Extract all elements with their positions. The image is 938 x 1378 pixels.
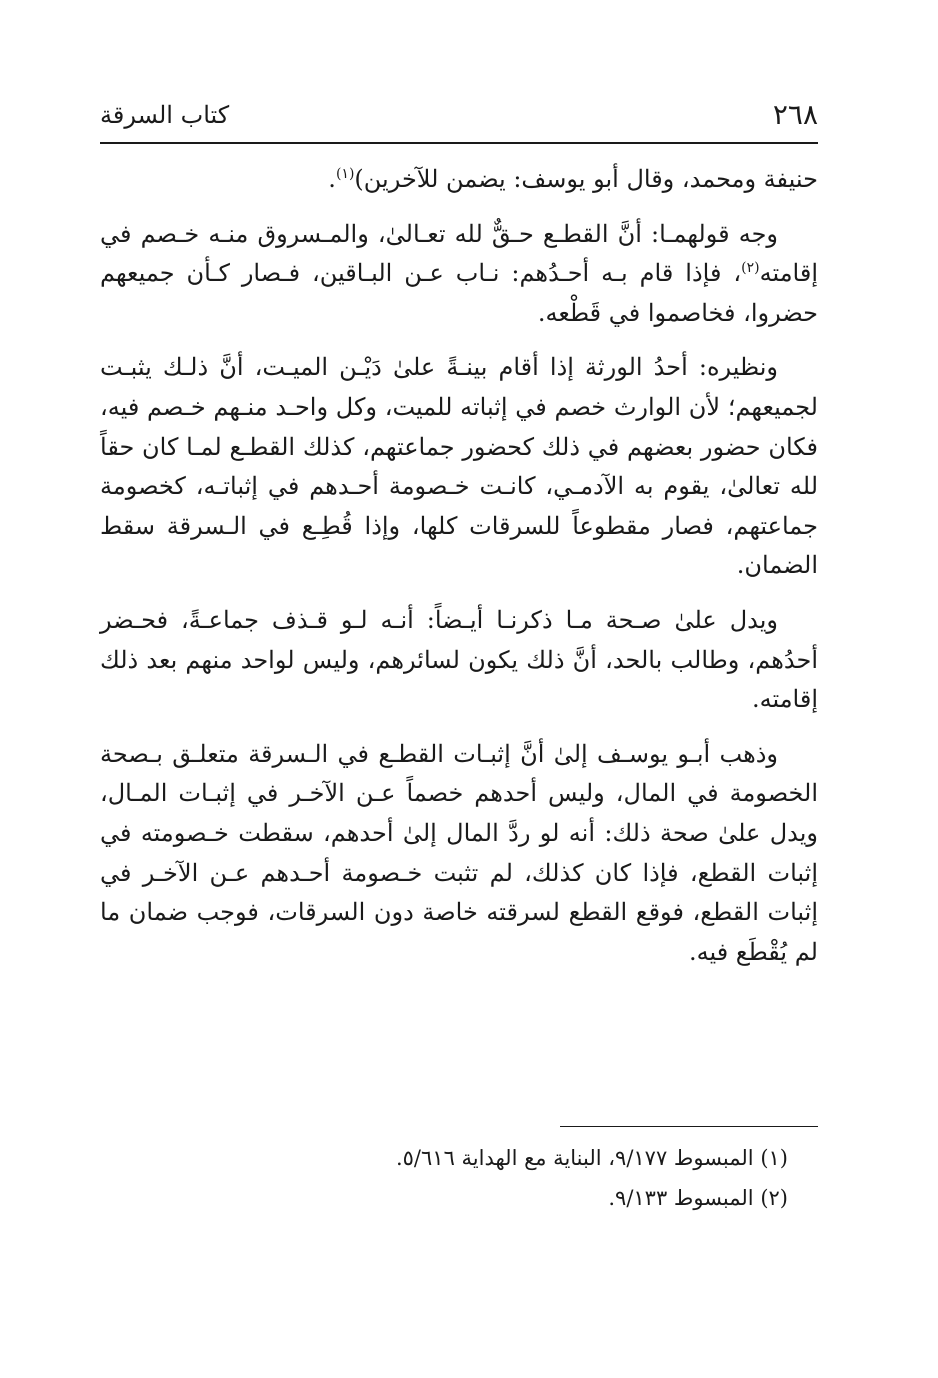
footnote-rule: [560, 1126, 818, 1127]
footnotes: [100, 1140, 788, 1220]
footnote-1: (١) المبسوط ٩/١٧٧، البناية مع الهداية ٥/٦١٦.: [395, 1146, 788, 1170]
header-rule: [100, 142, 818, 144]
paragraph-1-text: حنيفة ومحمد، وقال أبو يوسف: يضمن للآخرين): [354, 165, 818, 193]
paragraph-3: ونظيره: أحدُ الورثة إذا أقام بينـةً علىٰ دَيْـن الميـت، أنَّ ذلـك يثبـت لجميعهم؛ لأن الوارث خصم في إثباته للميت، وكل واحـد منـهم خـصم فيه، فكان حضور بعضهم في ذلك كحضور جماعتهم، كذلك القطـع لمـا كان حقاً لله تعالىٰ، يقوم به الآدمـي، كانـت خـصومة أحـدهم في إثباتـه، كخصومة جماعتهم، فصار مقطوعاً للسرقات كلها، وإذا قُطِـع في الـسرقة سقط الضمان.: [100, 353, 818, 580]
paragraph-2: [100, 215, 818, 334]
footnote-2: (٢) المبسوط ٩/١٣٣.: [608, 1186, 788, 1210]
paragraph-5: وذهب أبـو يوسـف إلىٰ أنَّ إثبـات القطـع في الـسرقة متعلـق بـصحة الخصومة في المال، وليس أحدهم خصماً عـن الآخـر في إثبـات المـال، ويدل علىٰ صحة ذلك: أنه لو ردَّ المال إلىٰ أحدهم، سقطت خـصومته في إثبات القطع، فإذا كان كذلك، لم تثبت خـصومة أحـدهم عـن الآخـر في إثبات القطع، فوقع القطع لسرقته خاصة دون السرقات، فوجب ضمان ما لم يُقْطَع فيه.: [100, 739, 818, 966]
footnote-ref-2: (٢): [741, 260, 760, 277]
main-text: [100, 160, 818, 987]
paragraph-4: ويدل علىٰ صـحة مـا ذكرنـا أيـضاً: أنـه لـو قـذف جماعـةً، فحـضر أحدُهم، وطالب بالحد، أنَّ ذلك يكون لسائرهم، وليس لواحد منهم بعد ذلك إقامته.: [100, 605, 818, 714]
paragraph-1: [100, 160, 818, 200]
running-title: كتاب السرقة: [100, 101, 230, 129]
footnote-ref-1: (١): [335, 166, 355, 182]
paragraph-1-end: .: [328, 165, 336, 193]
page-header: [100, 92, 818, 140]
paragraph-2-end: ، فإذا قام بـه أحـدُهم: نـاب عـن البـاقين، فـصار كـأن جميعهم حضروا، فخاصموا في قَطْعه.: [100, 259, 818, 327]
paragraph-2-text: وجه قولهمـا: أنَّ القطـع حـقٌّ لله تعـالىٰ، والمـسروق منـه خـصم في إقامته: [100, 219, 818, 288]
page-number: ٢٦٨: [772, 98, 818, 131]
